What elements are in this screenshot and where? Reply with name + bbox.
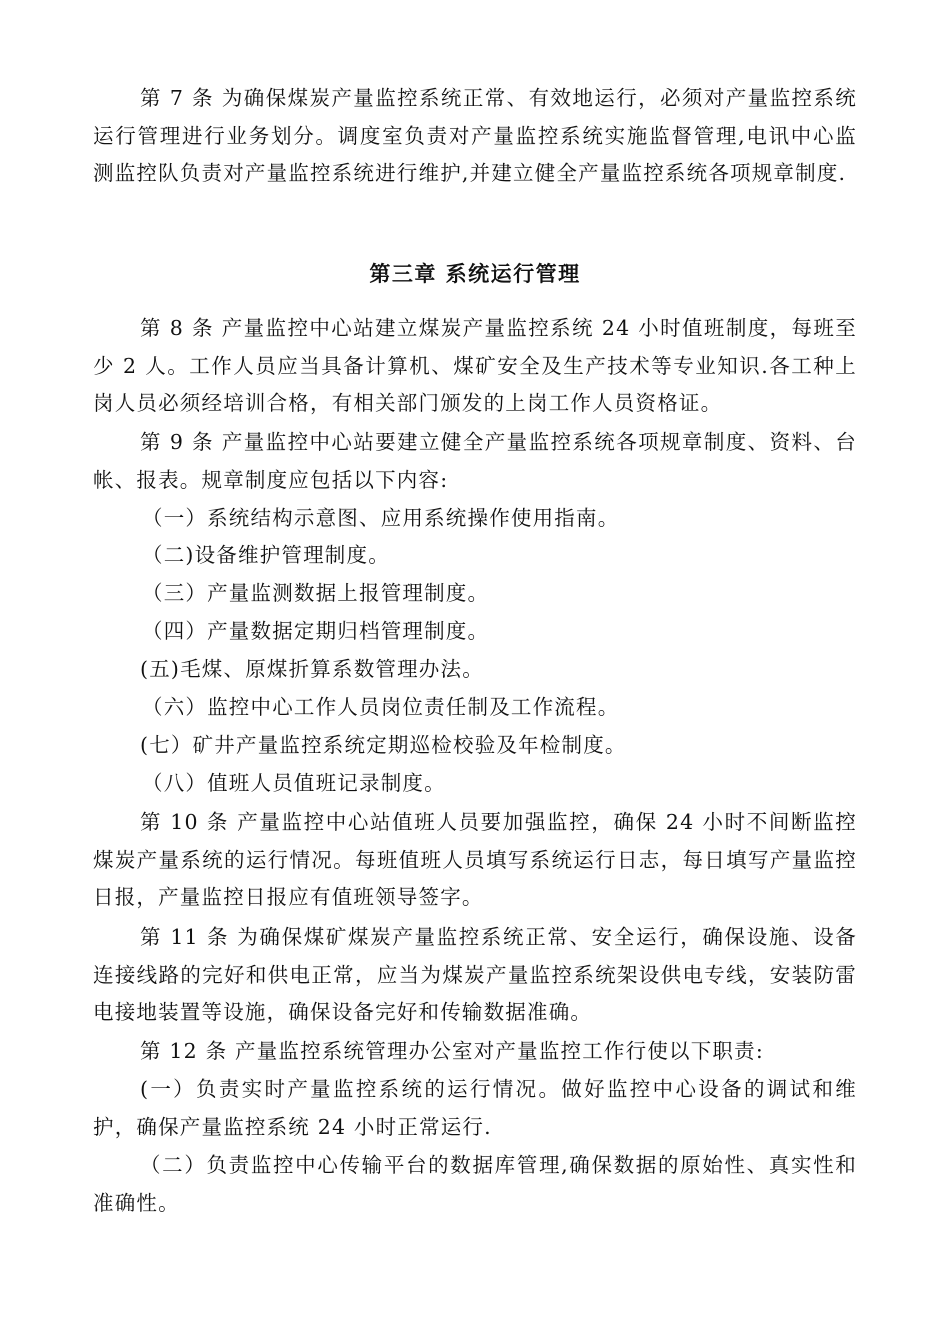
article-9-item-3: （三）产量监测数据上报管理制度。 (142, 581, 490, 605)
article-9-item-7: (七）矿井产量监控系统定期巡检校验及年检制度。 (140, 733, 627, 757)
article-12-item-1: (一）负责实时产量监控系统的运行情况。做好监控中心设备的调试和维护，确保产量监控系统 24 小时正常运行. (93, 1077, 857, 1139)
chapter-heading: 第三章 系统运行管理 (369, 262, 581, 286)
article-10: 第 10 条 产量监控中心站值班人员要加强监控，确保 24 小时不间断监控煤炭产量系统的运行情况。每班值班人员填写系统运行日志，每日填写产量监控日报，产量监控日报应有值班领导签字。 (93, 810, 857, 910)
article-9-item-6: （六）监控中心工作人员岗位责任制及工作流程。 (142, 695, 620, 719)
article-9-item-5: (五)毛煤、原煤折算系数管理办法。 (140, 657, 484, 681)
article-9-item-8: （八）值班人员值班记录制度。 (142, 771, 446, 795)
article-9-item-4: （四）产量数据定期归档管理制度。 (142, 619, 490, 643)
article-11: 第 11 条 为确保煤矿煤炭产量监控系统正常、安全运行，确保设施、设备连接线路的完好和供电正常，应当为煤炭产量监控系统架设供电专线，安装防雷电接地装置等设施，确保设备完好和传输数据准确。 (93, 925, 857, 1025)
article-9-item-2: （二)设备维护管理制度。 (142, 543, 390, 567)
article-9: 第 9 条 产量监控中心站要建立健全产量监控系统各项规章制度、资料、台帐、报表。规章制度应包括以下内容: (93, 430, 857, 492)
article-12: 第 12 条 产量监控系统管理办公室对产量监控工作行使以下职责: (140, 1039, 764, 1063)
article-9-item-1: （一）系统结构示意图、应用系统操作使用指南。 (142, 506, 620, 530)
article-8: 第 8 条 产量监控中心站建立煤炭产量监控系统 24 小时值班制度，每班至少 2 人。工作人员应当具备计算机、煤矿安全及生产技术等专业知识.各工种上岗人员必须经培训合格，有相关部门颁发的上岗工作人员资格证。 (93, 316, 857, 416)
article-12-item-2: （二）负责监控中心传输平台的数据库管理,确保数据的原始性、真实性和准确性。 (93, 1153, 857, 1215)
article-7: 第 7 条 为确保煤炭产量监控系统正常、有效地运行，必须对产量监控系统运行管理进行业务划分。调度室负责对产量监控系统实施监督管理,电讯中心监测监控队负责对产量监控系统进行维护,并建立健全产量监控系统各项规章制度. (93, 86, 857, 186)
